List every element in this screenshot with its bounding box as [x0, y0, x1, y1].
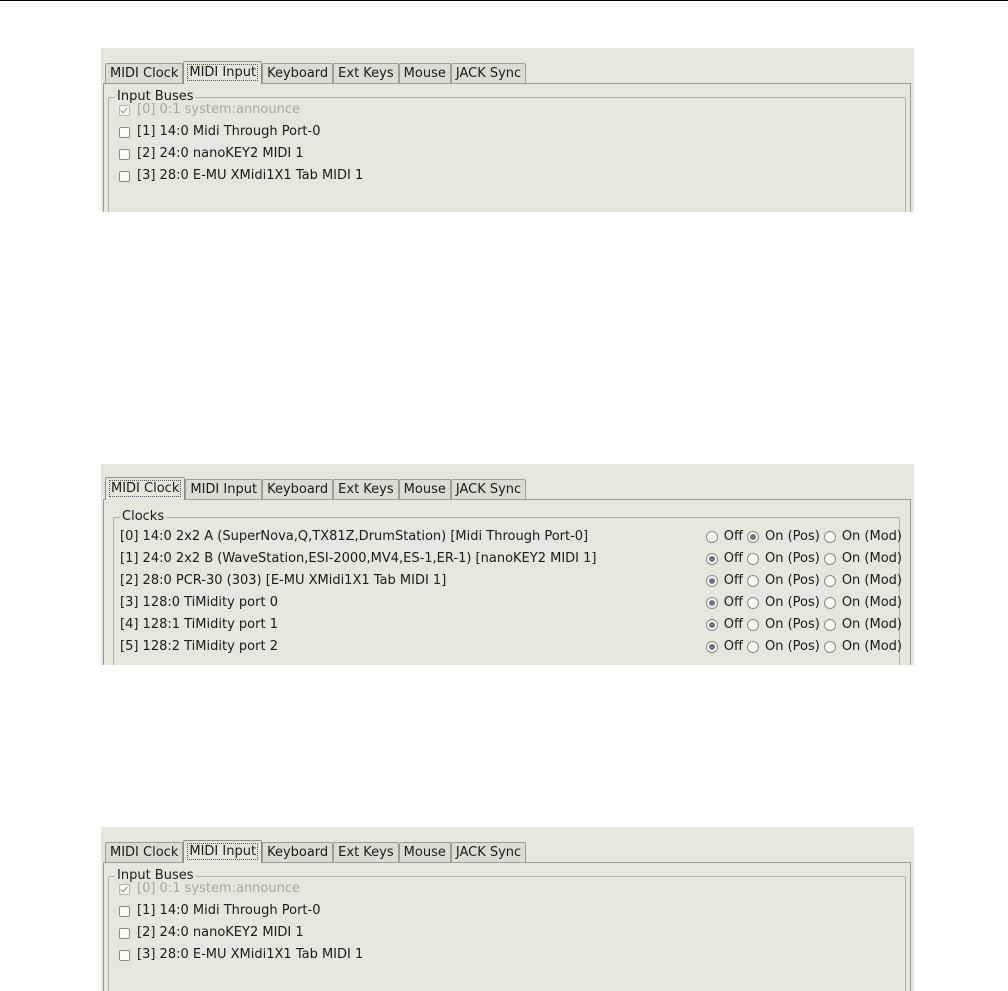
tab-bar — [105, 61, 526, 83]
tab-midi-input[interactable] — [185, 479, 262, 500]
tab-page — [103, 499, 911, 665]
input-panel-top — [101, 48, 914, 212]
radio-button[interactable] — [706, 619, 718, 631]
clock-list — [120, 526, 902, 665]
clock-mode-on-pos[interactable] — [747, 614, 820, 636]
bus-list — [119, 878, 895, 991]
bus-label: [1] 14:0 Midi Through Port-0 — [137, 124, 321, 139]
radio-label: On (Pos) — [764, 639, 820, 654]
radio-button[interactable] — [824, 641, 836, 653]
bus-row[interactable] — [119, 944, 895, 966]
clock-mode-on-pos[interactable] — [747, 548, 820, 570]
bus-checkbox[interactable] — [119, 950, 130, 961]
clock-mode-off[interactable] — [706, 636, 743, 658]
group-title: Input Buses — [117, 89, 194, 104]
tab-midi-clock[interactable] — [105, 63, 183, 84]
bus-label: [3] 28:0 E-MU XMidi1X1 Tab MIDI 1 — [137, 947, 364, 962]
bus-row — [119, 99, 895, 121]
clocks-group — [113, 509, 902, 665]
clock-mode-off[interactable] — [706, 548, 743, 570]
radio-button[interactable] — [747, 597, 759, 609]
radio-label: On (Pos) — [764, 529, 820, 544]
clock-mode-on-mod[interactable] — [824, 636, 902, 658]
tab-label: Mouse — [403, 845, 446, 860]
tab-midi-clock[interactable] — [105, 477, 185, 500]
radio-button[interactable] — [706, 597, 718, 609]
input-buses-group — [108, 868, 906, 991]
radio-button[interactable] — [706, 531, 718, 543]
input-panel-bottom — [101, 827, 914, 991]
tab-bar — [105, 477, 526, 499]
clock-mode-radio-group — [702, 614, 902, 636]
bus-checkbox[interactable] — [119, 928, 130, 939]
clock-label: [3] 128:0 TiMidity port 0 — [120, 595, 278, 610]
radio-button[interactable] — [824, 531, 836, 543]
clock-row — [120, 592, 902, 614]
radio-button[interactable] — [747, 641, 759, 653]
tab-page — [103, 83, 911, 212]
radio-label: Off — [723, 639, 743, 654]
radio-label: On (Pos) — [764, 551, 820, 566]
clock-mode-on-mod[interactable] — [824, 592, 902, 614]
tab-label: MIDI Input — [190, 482, 258, 497]
clock-panel — [101, 464, 914, 665]
clock-mode-on-mod[interactable] — [824, 570, 902, 592]
input-buses-group — [108, 89, 906, 212]
tab-ext-keys[interactable] — [333, 63, 398, 84]
bus-checkbox — [119, 884, 130, 895]
radio-label: On (Mod) — [841, 551, 902, 566]
clock-row — [120, 526, 902, 548]
clock-mode-off[interactable] — [706, 570, 743, 592]
clock-mode-radio-group — [702, 570, 902, 592]
radio-button[interactable] — [747, 531, 759, 543]
clock-mode-off[interactable] — [706, 526, 743, 548]
clock-label: [0] 14:0 2x2 A (SuperNova,Q,TX81Z,DrumStation) [Midi Through Port-0] — [120, 529, 589, 544]
top-rule — [0, 0, 1008, 1]
radio-label: On (Mod) — [841, 595, 902, 610]
bus-row[interactable] — [119, 143, 895, 165]
radio-label: Off — [723, 551, 743, 566]
radio-label: On (Mod) — [841, 639, 902, 654]
radio-label: On (Mod) — [841, 573, 902, 588]
clock-label: [5] 128:2 TiMidity port 2 — [120, 639, 278, 654]
tab-jack-sync[interactable] — [451, 63, 526, 84]
bus-row[interactable] — [119, 922, 895, 944]
radio-label: Off — [723, 595, 743, 610]
tab-label: Ext Keys — [338, 66, 394, 81]
radio-label: Off — [723, 617, 743, 632]
tab-label: MIDI Clock — [110, 66, 179, 81]
radio-button[interactable] — [747, 575, 759, 587]
clock-mode-off[interactable] — [706, 592, 743, 614]
bus-label: [1] 14:0 Midi Through Port-0 — [137, 903, 321, 918]
clock-mode-on-pos[interactable] — [747, 526, 820, 548]
tab-midi-clock[interactable] — [105, 842, 183, 863]
radio-button[interactable] — [824, 553, 836, 565]
clock-label: [2] 28:0 PCR-30 (303) [E-MU XMidi1X1 Tab MIDI 1] — [120, 573, 447, 588]
bus-checkbox[interactable] — [119, 171, 130, 182]
clock-mode-radio-group — [702, 592, 902, 614]
radio-label: On (Pos) — [764, 595, 820, 610]
tab-keyboard[interactable] — [262, 479, 333, 500]
clock-mode-off[interactable] — [706, 614, 743, 636]
tab-page — [103, 862, 911, 991]
tab-label: Keyboard — [267, 66, 329, 81]
bus-checkbox — [119, 105, 130, 116]
clock-mode-on-mod[interactable] — [824, 548, 902, 570]
tab-midi-input[interactable] — [183, 61, 262, 84]
tab-keyboard[interactable] — [262, 63, 333, 84]
radio-label: On (Mod) — [841, 529, 902, 544]
radio-label: On (Pos) — [764, 617, 820, 632]
tab-label: Keyboard — [267, 845, 329, 860]
tab-mouse[interactable] — [399, 479, 451, 500]
radio-button[interactable] — [706, 575, 718, 587]
tab-label: Mouse — [403, 482, 446, 497]
clock-mode-radio-group — [702, 526, 902, 548]
tab-label: JACK Sync — [455, 66, 522, 81]
clock-mode-on-pos[interactable] — [747, 636, 820, 658]
clock-row — [120, 614, 902, 636]
group-title: Input Buses — [117, 868, 194, 883]
tab-jack-sync[interactable] — [451, 479, 526, 500]
clock-mode-on-pos[interactable] — [747, 570, 820, 592]
tab-ext-keys[interactable] — [333, 479, 398, 500]
clock-row — [120, 570, 902, 592]
tab-label: Keyboard — [267, 482, 329, 497]
bus-label: [0] 0:1 system:announce — [137, 881, 301, 896]
tab-label: JACK Sync — [455, 482, 522, 497]
bus-label: [2] 24:0 nanoKEY2 MIDI 1 — [137, 146, 304, 161]
clock-label: [4] 128:1 TiMidity port 1 — [120, 617, 278, 632]
tab-midi-input[interactable] — [183, 840, 262, 863]
radio-button[interactable] — [824, 575, 836, 587]
bus-label: [2] 24:0 nanoKEY2 MIDI 1 — [137, 925, 304, 940]
radio-button[interactable] — [706, 641, 718, 653]
radio-button[interactable] — [824, 619, 836, 631]
tab-bar — [105, 840, 526, 862]
clock-mode-radio-group — [702, 548, 902, 570]
radio-label: On (Mod) — [841, 617, 902, 632]
clock-row — [120, 548, 902, 570]
clock-row — [120, 636, 902, 658]
radio-button[interactable] — [824, 597, 836, 609]
clock-mode-on-mod[interactable] — [824, 526, 902, 548]
tab-label: Ext Keys — [338, 482, 394, 497]
tab-label: MIDI Input — [189, 844, 257, 859]
clock-mode-on-pos[interactable] — [747, 592, 820, 614]
tab-jack-sync[interactable] — [451, 842, 526, 863]
bus-checkbox[interactable] — [119, 906, 130, 917]
bus-label: [0] 0:1 system:announce — [137, 102, 301, 117]
clock-label: [1] 24:0 2x2 B (WaveStation,ESI-2000,MV4,ES-1,ER-1) [nanoKEY2 MIDI 1] — [120, 551, 597, 566]
tab-label: MIDI Clock — [111, 481, 180, 496]
tab-mouse[interactable] — [399, 63, 451, 84]
bus-row[interactable] — [119, 121, 895, 143]
radio-button[interactable] — [747, 553, 759, 565]
tab-keyboard[interactable] — [262, 842, 333, 863]
radio-label: Off — [723, 529, 743, 544]
clock-mode-on-mod[interactable] — [824, 614, 902, 636]
bus-list — [119, 99, 895, 212]
radio-button[interactable] — [747, 619, 759, 631]
tab-label: Mouse — [403, 66, 446, 81]
bus-row — [119, 878, 895, 900]
bus-checkbox[interactable] — [119, 149, 130, 160]
group-title: Clocks — [122, 509, 165, 524]
tab-label: Ext Keys — [338, 845, 394, 860]
tab-label: MIDI Input — [189, 65, 257, 80]
bus-checkbox[interactable] — [119, 127, 130, 138]
bus-row[interactable] — [119, 165, 895, 187]
bus-label: [3] 28:0 E-MU XMidi1X1 Tab MIDI 1 — [137, 168, 364, 183]
radio-label: Off — [723, 573, 743, 588]
clock-mode-radio-group — [702, 636, 902, 658]
bus-row[interactable] — [119, 900, 895, 922]
radio-button[interactable] — [706, 553, 718, 565]
tab-label: MIDI Clock — [110, 845, 179, 860]
tab-mouse[interactable] — [399, 842, 451, 863]
radio-label: On (Pos) — [764, 573, 820, 588]
tab-label: JACK Sync — [455, 845, 522, 860]
tab-ext-keys[interactable] — [333, 842, 398, 863]
